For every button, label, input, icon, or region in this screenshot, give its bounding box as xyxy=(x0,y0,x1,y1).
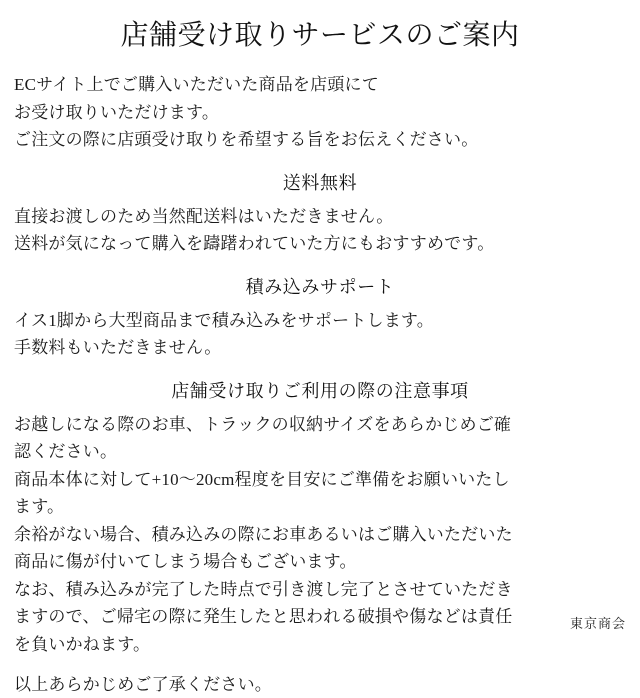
section-line: ますので、ご帰宅の際に発生したと思われる破損や傷などは責任 xyxy=(14,603,626,631)
section-line: 余裕がない場合、積み込みの際にお車あるいはご購入いただいた xyxy=(14,521,626,549)
section-body-notes xyxy=(14,411,626,659)
section-heading-notes: 店舗受け取りご利用の際の注意事項 xyxy=(14,378,626,405)
intro-line: お受け取りいただけます。 xyxy=(14,99,626,127)
section-heading-free-shipping: 送料無料 xyxy=(14,170,626,197)
section-line: 商品に傷が付いてしまう場合もございます。 xyxy=(14,548,626,576)
section-body-loading-support xyxy=(14,307,626,362)
section-heading-loading-support: 積み込みサポート xyxy=(14,274,626,301)
section-line: お越しになる際のお車、トラックの収納サイズをあらかじめご確 xyxy=(14,411,626,439)
section-line: なお、積み込みが完了した時点で引き渡し完了とさせていただき xyxy=(14,576,626,604)
section-line: を負いかねます。 xyxy=(14,631,626,659)
section-body-free-shipping xyxy=(14,203,626,258)
section-line: 送料が気になって購入を躊躇われていた方にもおすすめです。 xyxy=(14,230,626,258)
intro-paragraph xyxy=(14,71,626,154)
closing-statement: 以上あらかじめご了承ください。 xyxy=(14,671,626,698)
section-line: イス1脚から大型商品まで積み込みをサポートします。 xyxy=(14,307,626,335)
section-line: 手数料もいただきません。 xyxy=(14,334,626,362)
section-line: ます。 xyxy=(14,493,626,521)
section-line: 商品本体に対して+10〜20cm程度を目安にご準備をお願いいたし xyxy=(14,466,626,494)
section-line: 認ください。 xyxy=(14,438,626,466)
section-line: 直接お渡しのため当然配送料はいただきません。 xyxy=(14,203,626,231)
company-mark: 東京商会 xyxy=(570,613,626,632)
page-title: 店舗受け取りサービスのご案内 xyxy=(14,18,626,53)
intro-line: ご注文の際に店頭受け取りを希望する旨をお伝えください。 xyxy=(14,126,626,154)
intro-line: ECサイト上でご購入いただいた商品を店頭にて xyxy=(14,71,626,99)
